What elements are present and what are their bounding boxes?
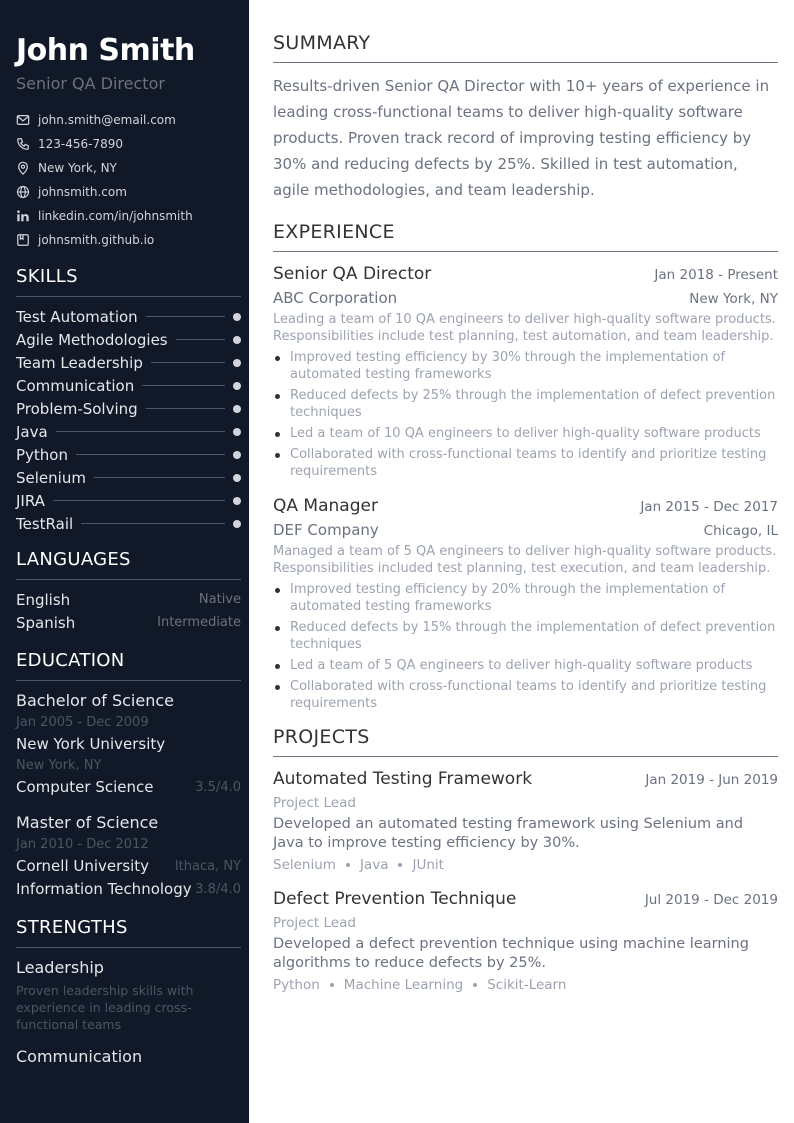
edu-gpa: 3.5/4.0	[195, 780, 241, 795]
skill-dot	[233, 497, 241, 505]
summary-text: Results-driven Senior QA Director with 10+ years of experience in leading cross-functional teams to deliver high-quality software products. Proven track record of improving testing efficiency by 30% and reducing defects by 25%. Skilled in test automation, agile methodologies, and team leadership.	[273, 77, 770, 199]
project-tag: Selenium	[273, 857, 336, 873]
edu-dates: Jan 2010 - Dec 2012	[16, 837, 149, 852]
edu-gpa: 3.8/4.0	[195, 882, 241, 897]
skill-name: Team Leadership	[16, 353, 143, 372]
job-title-row	[273, 262, 778, 286]
skill-name: JIRA	[16, 491, 45, 510]
job-company-row	[273, 286, 778, 310]
project-item	[273, 887, 778, 993]
job-description: Managed a team of 5 QA engineers to deliver high-quality software products. Responsibilities included test planning, test execution, and team leadership.	[273, 544, 777, 576]
contact-phone-text: 123-456-7890	[38, 137, 124, 151]
contact-linkedin[interactable]	[16, 204, 241, 228]
skill-line	[76, 454, 225, 455]
job-bullet: Improved testing efficiency by 20% through the implementation of automated testing frameworks	[273, 581, 778, 615]
edu-field: Computer Science	[16, 778, 154, 796]
skill-dot	[233, 451, 241, 459]
job-bullet: Reduced defects by 15% through the implementation of defect prevention techniques	[273, 619, 778, 653]
skill-line	[56, 431, 225, 432]
main-content	[273, 32, 778, 1007]
sidebar	[0, 0, 249, 1123]
location-icon	[16, 161, 30, 175]
skill-name: Test Automation	[16, 307, 138, 326]
project-description: Developed a defect prevention technique using machine learning algorithms to reduce defects by 25%.	[273, 936, 749, 971]
phone-icon	[16, 137, 30, 151]
contact-github[interactable]	[16, 228, 241, 252]
job-company: ABC Corporation	[273, 289, 398, 307]
skill-dot	[233, 313, 241, 321]
project-title-row	[273, 887, 778, 911]
skill-dot	[233, 382, 241, 390]
strengths-section	[16, 917, 241, 1069]
strength-description: Proven leadership skills with experience in leading cross-functional teams	[16, 983, 194, 1032]
edu-field-row	[16, 878, 241, 901]
edu-school: Cornell University	[16, 857, 150, 875]
contact-linkedin-text: linkedin.com/in/johnsmith	[38, 209, 193, 223]
contact-location	[16, 156, 241, 180]
project-role: Project Lead	[273, 915, 356, 931]
skill-item	[16, 351, 241, 374]
github-icon	[16, 233, 30, 247]
experience-list	[273, 262, 778, 712]
project-tag: Java	[359, 857, 389, 873]
contact-phone[interactable]	[16, 132, 241, 156]
education-section	[16, 650, 241, 901]
languages-section	[16, 549, 241, 634]
job-bullet: Improved testing efficiency by 30% through the implementation of automated testing frameworks	[273, 349, 778, 383]
language-item	[16, 611, 241, 634]
language-level: Intermediate	[157, 615, 241, 630]
strength-title: Leadership	[16, 958, 104, 977]
skill-dot	[233, 336, 241, 344]
skill-name: TestRail	[16, 514, 74, 533]
projects-heading: PROJECTS	[273, 726, 778, 757]
job-dates: Jan 2018 - Present	[654, 267, 778, 283]
linkedin-icon	[16, 209, 30, 223]
skill-line	[81, 523, 225, 524]
job-description: Leading a team of 10 QA engineers to deliver high-quality software products. Responsibilities include test planning, test automation, and team leadership.	[273, 312, 776, 344]
project-tag: Scikit-Learn	[487, 977, 567, 993]
edu-school: New York University	[16, 735, 166, 753]
edu-field-row	[16, 776, 241, 799]
language-level: Native	[198, 592, 241, 607]
project-tags	[273, 857, 778, 873]
languages-heading: LANGUAGES	[16, 549, 241, 580]
job-title-row	[273, 494, 778, 518]
job-title: Senior QA Director	[273, 264, 432, 284]
skill-line	[146, 316, 225, 317]
skill-name: Python	[16, 445, 68, 464]
project-dates: Jul 2019 - Dec 2019	[644, 892, 778, 908]
tag-separator	[398, 863, 402, 867]
skill-item	[16, 397, 241, 420]
summary-heading: SUMMARY	[273, 32, 778, 63]
project-dates: Jan 2019 - Jun 2019	[645, 772, 778, 788]
contact-website[interactable]	[16, 180, 241, 204]
job-bullets	[273, 349, 778, 480]
experience-item	[273, 494, 778, 712]
tag-separator	[346, 863, 350, 867]
contact-email[interactable]	[16, 108, 241, 132]
skill-name: Java	[16, 422, 48, 441]
summary-section	[273, 32, 778, 203]
education-item	[16, 811, 241, 901]
mail-icon	[16, 113, 30, 127]
experience-heading: EXPERIENCE	[273, 221, 778, 252]
strengths-heading: STRENGTHS	[16, 917, 241, 948]
job-bullet: Reduced defects by 25% through the implementation of defect prevention techniques	[273, 387, 778, 421]
skills-list	[16, 305, 241, 535]
skill-item	[16, 328, 241, 351]
skill-name: Agile Methodologies	[16, 330, 168, 349]
skill-line	[151, 362, 225, 363]
skill-name: Selenium	[16, 468, 86, 487]
edu-degree: Bachelor of Science	[16, 691, 174, 710]
skill-name: Problem-Solving	[16, 399, 138, 418]
tag-separator	[473, 983, 477, 987]
edu-location: New York, NY	[16, 758, 102, 773]
skill-dot	[233, 405, 241, 413]
skill-item	[16, 374, 241, 397]
education-heading: EDUCATION	[16, 650, 241, 681]
skill-line	[146, 408, 225, 409]
job-bullet: Collaborated with cross-functional teams to identify and prioritize testing requirements	[273, 446, 778, 480]
skill-line	[142, 385, 225, 386]
project-tag: Machine Learning	[343, 977, 464, 993]
skill-line	[176, 339, 225, 340]
job-location: New York, NY	[689, 291, 778, 307]
globe-icon	[16, 185, 30, 199]
contact-github-text: johnsmith.github.io	[38, 233, 155, 247]
skill-item	[16, 305, 241, 328]
candidate-name: John Smith	[16, 33, 195, 68]
project-tags	[273, 977, 778, 993]
project-role: Project Lead	[273, 795, 356, 811]
candidate-title: Senior QA Director	[16, 74, 165, 93]
skill-line	[94, 477, 225, 478]
edu-dates: Jan 2005 - Dec 2009	[16, 715, 149, 730]
contact-location-text: New York, NY	[38, 161, 117, 175]
edu-school-row	[16, 855, 241, 878]
tag-separator	[330, 983, 334, 987]
project-title: Automated Testing Framework	[273, 769, 533, 789]
experience-section	[273, 221, 778, 712]
skill-item	[16, 466, 241, 489]
project-title-row	[273, 767, 778, 791]
project-tag: Python	[273, 977, 320, 993]
project-title: Defect Prevention Technique	[273, 889, 517, 909]
language-name: English	[16, 590, 71, 609]
project-item	[273, 767, 778, 873]
job-title: QA Manager	[273, 496, 378, 516]
project-description: Developed an automated testing framework using Selenium and Java to improve testing efficiency by 30%.	[273, 816, 744, 851]
education-item	[16, 689, 241, 799]
skill-item	[16, 443, 241, 466]
skill-item	[16, 489, 241, 512]
job-bullet: Led a team of 10 QA engineers to deliver high-quality software products	[273, 425, 778, 442]
contact-email-text: john.smith@email.com	[38, 113, 176, 127]
skill-name: Communication	[16, 376, 135, 395]
skill-dot	[233, 474, 241, 482]
projects-list	[273, 767, 778, 993]
edu-field: Information Technology	[16, 880, 192, 898]
skill-item	[16, 420, 241, 443]
language-name: Spanish	[16, 613, 76, 632]
skill-dot	[233, 428, 241, 436]
experience-item	[273, 262, 778, 480]
job-bullet: Collaborated with cross-functional teams to identify and prioritize testing requirements	[273, 678, 778, 712]
skill-dot	[233, 359, 241, 367]
strength-title: Communication	[16, 1047, 143, 1066]
job-bullets	[273, 581, 778, 712]
job-company-row	[273, 518, 778, 542]
skills-section	[16, 266, 241, 535]
contact-website-text: johnsmith.com	[38, 185, 127, 199]
edu-degree: Master of Science	[16, 813, 159, 832]
projects-section	[273, 726, 778, 993]
skill-dot	[233, 520, 241, 528]
project-tag: JUnit	[412, 857, 444, 873]
strength-item	[16, 1045, 241, 1069]
job-bullet: Led a team of 5 QA engineers to deliver high-quality software products	[273, 657, 778, 674]
strength-item	[16, 956, 241, 1033]
contact-list	[16, 108, 241, 252]
language-item	[16, 588, 241, 611]
skill-line	[53, 500, 225, 501]
job-location: Chicago, IL	[703, 523, 778, 539]
job-company: DEF Company	[273, 521, 379, 539]
skill-item	[16, 512, 241, 535]
skills-heading: SKILLS	[16, 266, 241, 297]
edu-location: Ithaca, NY	[174, 858, 241, 874]
job-dates: Jan 2015 - Dec 2017	[640, 499, 778, 515]
